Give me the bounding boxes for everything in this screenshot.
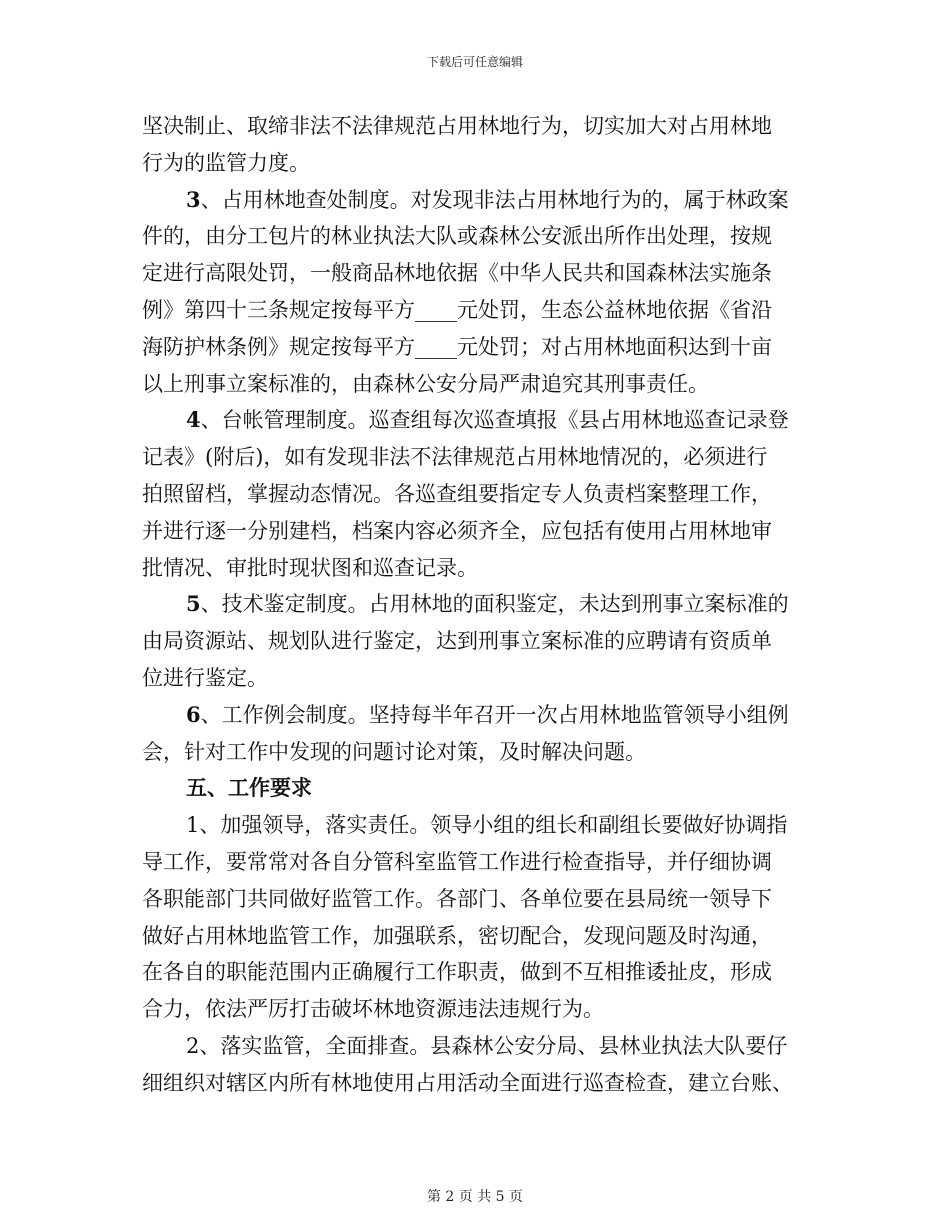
text-line: [142, 366, 814, 403]
line-text: 、技术鉴定制度。占用林地的面积鉴定，未达到刑事立案标准的: [200, 592, 789, 617]
line-text: 细组织对辖区内所有林地使用占用活动全面进行巡查检查，建立台账、: [142, 1070, 793, 1095]
line-text: 批情况、审批时现状图和巡查记录。: [142, 555, 478, 580]
line-text: 位进行鉴定。: [142, 665, 268, 690]
text-line: [142, 108, 814, 145]
line-text: 各职能部门共同做好监管工作。各部门、各单位要在县局统一领导下: [142, 886, 772, 911]
line-text: 1、加强领导，落实责任。领导小组的组长和副组长要做好协调指: [186, 813, 788, 838]
page-header: 下载后可任意编辑: [426, 55, 523, 69]
text-line: [142, 329, 814, 366]
item-number: 6: [186, 701, 201, 727]
line-text: 、台帐管理制度。巡查组每次巡查填报《县占用林地巡查记录登: [200, 408, 789, 433]
text-line: [142, 402, 814, 439]
line-text: 并进行逐一分别建档，档案内容必须齐全，应包括有使用占用林地审: [142, 518, 772, 543]
section-heading: [142, 770, 814, 807]
line-text: 五、工作要求: [186, 775, 312, 801]
text-line: [142, 660, 814, 697]
line-text: 定进行高限处罚，一般商品林地依据《中华人民共和国森林法实施条: [142, 261, 772, 286]
item-number: 4: [186, 407, 201, 433]
line-text: 、工作例会制度。坚持每半年召开一次占用林地监管领导小组例: [200, 702, 789, 727]
text-line: [142, 623, 814, 660]
text-line: [142, 697, 814, 734]
text-line: [142, 954, 814, 991]
text-line: [142, 182, 814, 219]
text-line: [142, 844, 814, 881]
line-text: 件的，由分工包片的林业执法大队或森林公安派出所作出处理，按规: [142, 224, 772, 249]
text-line: [142, 881, 814, 918]
text-line: [142, 918, 814, 955]
document-body: [142, 108, 814, 1102]
line-text: 以上刑事立案标准的，由森林公安分局严肃追究其刑事责任。: [142, 371, 709, 396]
text-line: [142, 439, 814, 476]
text-line: [142, 1028, 814, 1065]
line-text: 2、落实监管，全面排查。县森林公安分局、县林业执法大队要仔: [186, 1033, 788, 1058]
text-line: [142, 1065, 814, 1102]
line-text: 、占用林地查处制度。对发现非法占用林地行为的，属于林政案: [200, 187, 789, 212]
line-text: 坚决制止、取缔非法不法律规范占用林地行为，切实加大对占用林地: [142, 114, 772, 138]
text-line: [142, 292, 814, 329]
text-line: [142, 255, 814, 292]
text-line: [142, 807, 814, 844]
text-line: [142, 513, 814, 550]
line-text: 导工作，要常常对各自分管科室监管工作进行检查指导，并仔细协调: [142, 849, 772, 874]
line-text: 会，针对工作中发现的问题讨论对策，及时解决问题。: [142, 739, 646, 764]
line-text: 行为的监管力度。: [142, 150, 310, 175]
line-text: 合力，依法严厉打击破坏林地资源违法违规行为。: [142, 997, 604, 1022]
text-line: [142, 218, 814, 255]
text-line: [142, 145, 814, 182]
page-footer: 第 2 页 共 5 页: [426, 1189, 524, 1205]
text-line: [142, 991, 814, 1028]
line-text: 由局资源站、规划队进行鉴定，达到刑事立案标准的应聘请有资质单: [142, 629, 772, 654]
text-line: [142, 734, 814, 771]
text-line: [142, 550, 814, 587]
line-text: 做好占用林地监管工作，加强联系，密切配合，发现问题及时沟通，: [142, 923, 772, 948]
line-text: 海防护林条例》规定按每平方____元处罚；对占用林地面积达到十亩: [142, 334, 772, 359]
line-text: 记表》(附后)，如有发现非法不法律规范占用林地情况的，必须进行: [142, 445, 768, 470]
text-line: [142, 476, 814, 513]
line-text: 例》第四十三条规定按每平方____元处罚，生态公益林地依据《省沿: [142, 297, 772, 322]
line-text: 在各自的职能范围内正确履行工作职责，做到不互相推诿扯皮，形成: [142, 960, 772, 985]
text-line: [142, 586, 814, 623]
item-number: 3: [186, 186, 201, 212]
item-number: 5: [186, 591, 201, 617]
line-text: 拍照留档，掌握动态情况。各巡查组要指定专人负责档案整理工作，: [142, 481, 772, 506]
